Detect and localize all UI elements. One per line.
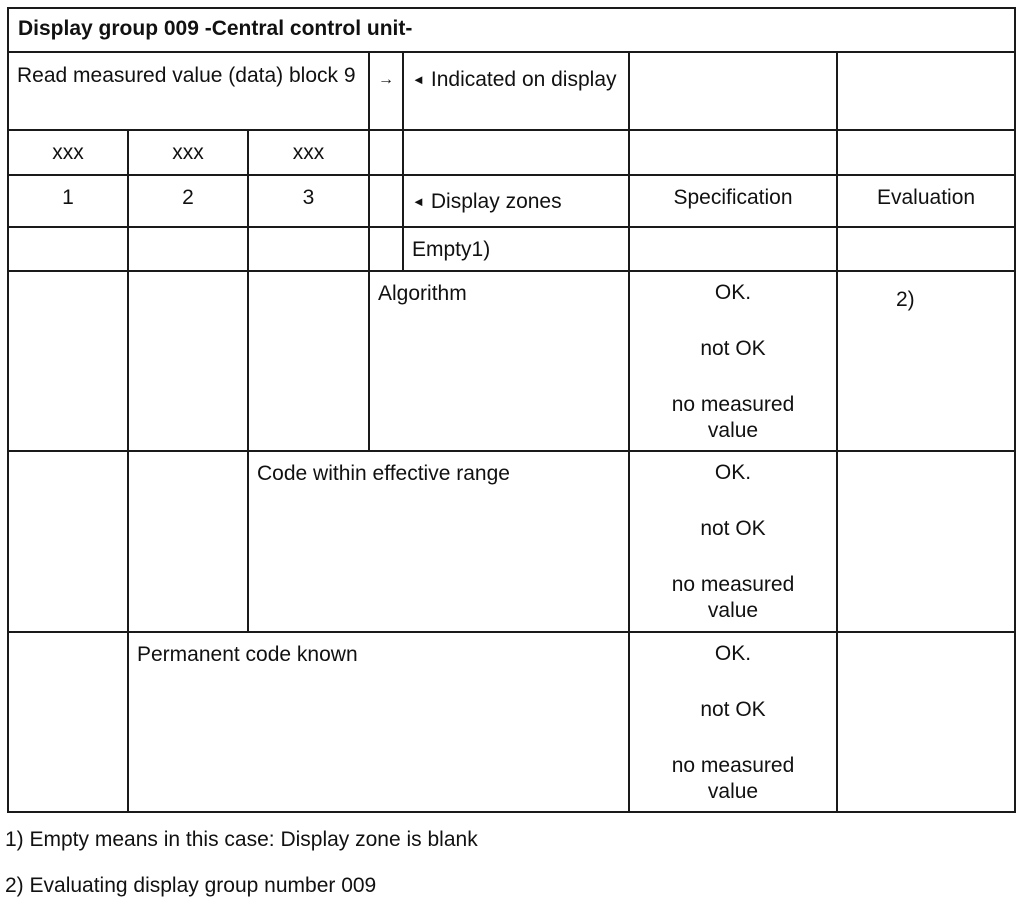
- footnote-2: 2) Evaluating display group number 009: [5, 874, 377, 897]
- zones-row: [8, 175, 1015, 227]
- spec-no-measured-value: no measured value: [671, 393, 795, 442]
- empty-row-zone-1: [8, 227, 128, 271]
- spec-not-ok: not OK: [700, 337, 766, 360]
- algorithm-spec: [629, 271, 837, 451]
- code-range-row-zone-2: [128, 451, 248, 632]
- left-triangle-icon: ◄: [412, 194, 425, 209]
- code-range-row: [8, 451, 1015, 632]
- algorithm-label: Algorithm: [369, 271, 629, 451]
- empty-row-spec: [629, 227, 837, 271]
- empty-row-zone-3: [248, 227, 369, 271]
- xxx-row-empty-arrow: [369, 130, 403, 175]
- indicated-on-display-label: Indicated on display: [430, 68, 617, 91]
- algorithm-row-zone-1: [8, 271, 128, 451]
- header-row: [8, 52, 1015, 130]
- footnote-1: 1) Empty means in this case: Display zone is blank: [5, 828, 478, 851]
- algorithm-row: [8, 271, 1015, 451]
- zones-row-empty-arrow: [369, 175, 403, 227]
- xxx-row: [8, 130, 1015, 175]
- specification-header: Specification: [629, 175, 837, 227]
- read-block-label: Read measured value (data) block 9: [8, 52, 369, 130]
- empty-row: [8, 227, 1015, 271]
- empty-row-eval: [837, 227, 1015, 271]
- display-group-table: [7, 7, 1016, 813]
- permanent-code-evaluation: [837, 632, 1015, 812]
- algorithm-row-zone-3: [248, 271, 369, 451]
- display-zones-label: Display zones: [430, 190, 562, 213]
- xxx-row-empty-zones: [403, 130, 629, 175]
- spec-no-measured-value: no measured value: [671, 754, 795, 803]
- spec-not-ok: not OK: [700, 517, 766, 540]
- left-triangle-icon: ◄: [412, 72, 425, 87]
- permanent-code-row-zone-1: [8, 632, 128, 812]
- zone-3-value: xxx: [248, 130, 369, 175]
- display-zones-cell: [403, 175, 629, 227]
- xxx-row-empty-eval: [837, 130, 1015, 175]
- algorithm-row-zone-2: [128, 271, 248, 451]
- zone-1-value: xxx: [8, 130, 128, 175]
- header-eval-empty: [837, 52, 1015, 130]
- zone-2-value: xxx: [128, 130, 248, 175]
- spec-ok: OK.: [714, 461, 752, 484]
- xxx-row-empty-spec: [629, 130, 837, 175]
- permanent-code-spec: [629, 632, 837, 812]
- algorithm-evaluation: 2): [837, 271, 1015, 451]
- title-row: [8, 8, 1015, 52]
- permanent-code-row: [8, 632, 1015, 812]
- spec-no-measured-value: no measured value: [671, 573, 795, 622]
- right-arrow-icon: →: [369, 52, 403, 130]
- evaluation-header: Evaluation: [837, 175, 1015, 227]
- zone-number-3: 3: [248, 175, 369, 227]
- spec-not-ok: not OK: [700, 698, 766, 721]
- empty-label: Empty1): [403, 227, 629, 271]
- code-range-label: Code within effective range: [248, 451, 629, 632]
- code-range-evaluation: [837, 451, 1015, 632]
- code-range-row-zone-1: [8, 451, 128, 632]
- header-spec-empty: [629, 52, 837, 130]
- spec-ok: OK.: [714, 642, 752, 665]
- zone-number-2: 2: [128, 175, 248, 227]
- table-title: Display group 009 -Central control unit-: [8, 8, 1015, 52]
- empty-row-arrow: [369, 227, 403, 271]
- zone-number-1: 1: [8, 175, 128, 227]
- spec-ok: OK.: [714, 281, 752, 304]
- code-range-spec: [629, 451, 837, 632]
- indicated-on-display-cell: [403, 52, 629, 130]
- empty-row-zone-2: [128, 227, 248, 271]
- permanent-code-label: Permanent code known: [128, 632, 629, 812]
